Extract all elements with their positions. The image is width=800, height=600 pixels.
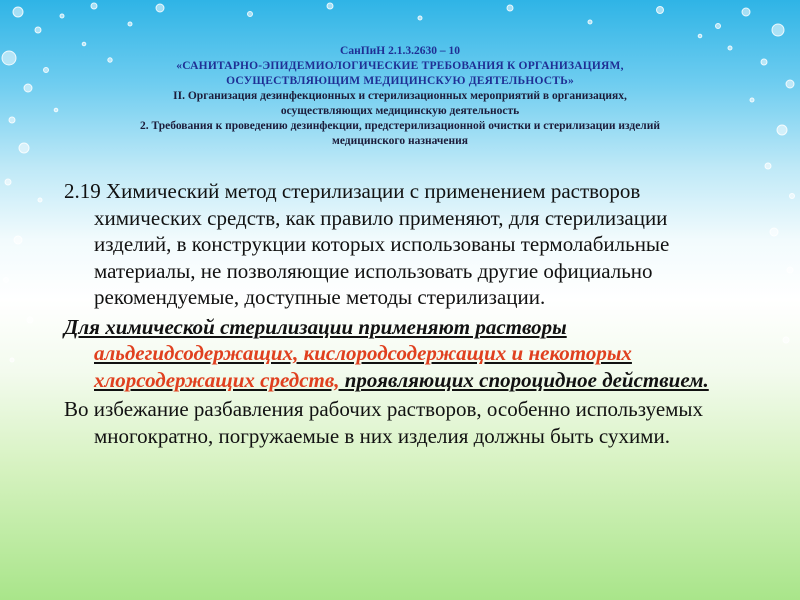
paragraph-chemical-solutions	[64, 314, 744, 394]
section-title-line-2: осуществляющих медицинскую деятельность	[280, 105, 520, 117]
subsection-title-line-2: медицинского назначения	[332, 135, 468, 147]
subsection-title-line-1: 2. Требования к проведению дезинфекции, предстерилизационной очистки и стерилизации изделий	[139, 120, 660, 132]
paragraph-chemical-method: 2.19 Химический метод стерилизации с применением растворов химических средств, как правило применяют, для стерилизации изделий, в конструкции которых использованы термолабильные материалы, не позволяющие использовать другие официально рекомендуемые, доступные методы стерилизации.	[64, 179, 670, 309]
paragraph-dry-instruments: Во избежание разбавления рабочих растворов, особенно используемых многократно, погружаемые в них изделия должны быть сухими.	[64, 397, 704, 448]
slide-body	[64, 178, 744, 452]
document-title-line-1: «САНИТАРНО-ЭПИДЕМИОЛОГИЧЕСКИЕ ТРЕБОВАНИЯ К ОРГАНИЗАЦИЯМ,	[176, 60, 624, 72]
solutions-highlight: альдегидсодержащих, кислородсодержащих и некоторых хлорсодержащих средств,	[94, 341, 632, 392]
solutions-end: проявляющих спороцидное действием.	[339, 367, 709, 392]
slide-header	[40, 44, 760, 149]
document-code: СанПиН 2.1.3.2630 – 10	[340, 45, 460, 57]
section-title-line-1: II. Организация дезинфекционных и стерилизационных мероприятий в организациях,	[173, 90, 627, 102]
document-title-line-2: ОСУЩЕСТВЛЯЮЩИМ МЕДИЦИНСКУЮ ДЕЯТЕЛЬНОСТЬ»	[226, 75, 574, 87]
solutions-intro: Для химической стерилизации применяют растворы	[64, 314, 567, 339]
